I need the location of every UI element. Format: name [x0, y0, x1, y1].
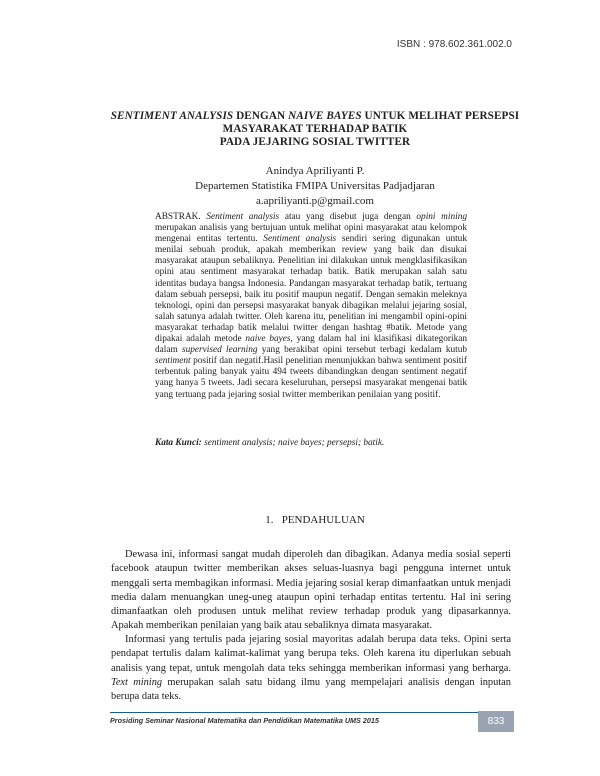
title-text-untuk: UNTUK MELIHAT PERSEPSI — [361, 110, 520, 122]
page-number: 833 — [487, 716, 505, 727]
section-heading: 1. PENDAHULUAN — [265, 514, 365, 526]
title-line-3: PADA JEJARING SOSIAL TWITTER — [219, 136, 411, 149]
title-text-dengan: DENGAN — [233, 110, 289, 122]
keywords-value: sentiment analysis; naive bayes; persepsi; batik. — [201, 438, 385, 448]
footer-divider — [110, 712, 478, 713]
abstract-term-1: Sentiment analysis — [206, 212, 280, 222]
abstract-term-4: naive bayes — [245, 334, 291, 345]
abstract-text-4: , yang dalam hal ini klasifikasi dikategorikan dalam — [155, 334, 467, 356]
footer-proceedings: Prosiding Seminar Nasional Matematika dan Pendidikan Matematika UMS 2015 — [110, 716, 379, 725]
abstract-label: ABSTRAK. — [155, 212, 207, 222]
body-paragraph-1 — [111, 548, 511, 634]
abstract-text-3: sendiri sering digunakan untuk menilai sebuah produk, apakah memberikan review yang baik dan disukai masyarakat ataupun sebaliknya. Penelitian ini dilakukan untuk mengklasifikasikan opini atau sentiment masyarakat terhadap batik. Batik merupakan salah satu identitas budaya bangsa Indonesia. Pandangan masyarakat terhadap batik, tertuang dalam sebuah persepsi, baik itu positif maupun negatif. Dengan semakin meleknya teknologi, opini dan persepsi masyarakat banyak dibagikan melalui jejaring sosial, salah satunya adalah twitter. Oleh karena itu, penelitian ini mengambil opini-opini masyarakat terhadap batik melalui twitter dengan hashtag #batik. Metode yang dipakai adalah metode — [155, 234, 467, 345]
title-line-2: MASYARAKAT TERHADAP BATIK — [222, 123, 408, 136]
author-name: Anindya Apriliyanti P. — [265, 165, 365, 177]
abstract-text-1: atau yang disebut juga dengan — [279, 212, 417, 222]
paragraph-1-text: Dewasa ini, informasi sangat mudah diperoleh dan dibagikan. Adanya media sosial seperti facebook ataupun twitter memberikan akses seluas-luasnya bagi pengguna internet untuk menggali serta membagikan informasi. Media jejaring sosial kerap dimanfaatkan untuk menjadi media dalam menuangkan uneg-uneg ataupun opini terhadap entitas tertentu. Hal ini sering dimanfaatkan oleh produsen untuk melihat review terhadap produk yang dipasarkannya. Apakah memberikan penilaian yang baik atau sebaliknya dimata masyarakat. — [111, 549, 511, 632]
author-affiliation: Departemen Statistika FMIPA Universitas Padjadjaran — [195, 180, 435, 192]
title-line-1 — [95, 110, 535, 123]
abstract-term-5: supervised learning — [181, 345, 258, 356]
abstract — [155, 212, 467, 401]
abstract-text-5: yang berakibat opini tersebut terbagi kedalam kutub — [257, 345, 468, 356]
title-term-sentiment-analysis: SENTIMENT ANALYSIS — [110, 110, 234, 122]
author-email: a.apriliyanti.p@gmail.com — [256, 195, 374, 207]
abstract-text-6: positif dan negatif.Hasil penelitian menunjukkan bahwa sentiment positif terbentuk paling banyak yaitu 494 tweets dibandingkan dengan sentiment negatif yang hanya 5 tweets. Jadi secara keseluruhan, persepsi masyarakat mengenai batik yang tertuang pada jejaring sosial twitter memberikan penilaian yang positif. — [155, 356, 467, 400]
abstract-text-2: merupakan analisis yang bertujuan untuk melihat opini masyarakat atau kelompok mengenai entitas tertentu. — [155, 223, 467, 245]
author-block — [95, 164, 535, 209]
keywords-label: Kata Kunci: — [155, 438, 202, 448]
body-paragraph-2 — [111, 633, 511, 704]
paragraph-2-term: Text mining — [111, 676, 163, 688]
abstract-term-2: opini mining — [416, 212, 467, 222]
paragraph-2-text-a: Informasi yang tertulis pada jejaring sosial mayoritas adalah berupa data teks. Opini serta pendapat tertulis dalam kalimat-kalimat yang berupa teks. Oleh karena itu diperlukan sebuah analisis yang tepat, untuk mengolah data teks sehingga memberikan informasi yang berharga. — [111, 634, 511, 674]
abstract-term-6: sentiment — [155, 356, 191, 367]
abstract-term-3: Sentiment analysis — [263, 234, 337, 245]
paper-title — [95, 110, 535, 150]
page-number-badge — [478, 711, 514, 732]
keywords — [155, 438, 467, 449]
title-term-naive-bayes: NAIVE BAYES — [288, 110, 362, 122]
isbn-label: ISBN : 978.602.361.002.0 — [396, 39, 512, 50]
paragraph-2-text-c: merupakan salah satu bidang ilmu yang mempelajari analisis dengan inputan berupa data teks. — [111, 676, 511, 703]
